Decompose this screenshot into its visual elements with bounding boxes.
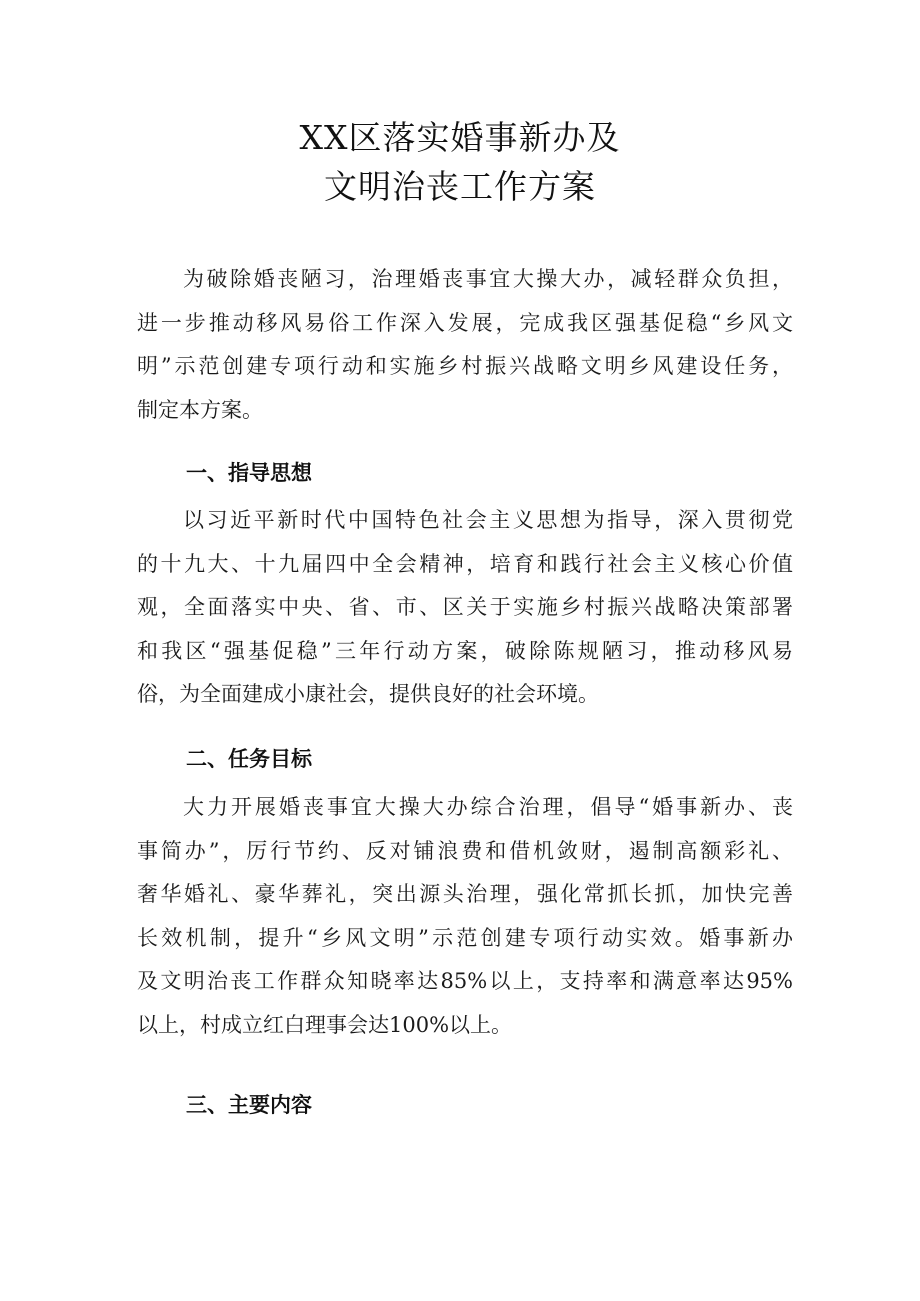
paragraph-line: 俗，为全面建成小康社会，提供良好的社会环境。 [137,682,599,706]
paragraph-line: 事简办”，厉行节约、反对铺浪费和借机敛财，遏制高额彩礼、 [137,838,793,863]
section-heading-main-content: 三、主要内容 [186,1093,312,1117]
paragraph-line: 和我区“强基促稳”三年行动方案，破除陈规陋习，推动移风易 [137,638,793,663]
section-heading-guiding-ideology: 一、指导思想 [186,461,312,485]
document-title-line2: 文明治丧工作方案 [324,167,596,206]
paragraph-line: 长效机制，提升“乡风文明”示范创建专项行动实效。婚事新办 [137,925,793,950]
paragraph-line: 观，全面落实中央、省、市、区关于实施乡村振兴战略决策部署 [137,595,793,619]
paragraph-line: 制定本方案。 [137,397,263,422]
paragraph-line: 明”示范创建专项行动和实施乡村振兴战略文明乡风建设任务， [137,354,793,378]
paragraph-line: 为破除婚丧陋习，治理婚丧事宜大操大办，减轻群众负担， [183,267,793,291]
paragraph-line: 大力开展婚丧事宜大操大办综合治理，倡导“婚事新办、丧 [183,795,793,819]
paragraph-line: 进一步推动移风易俗工作深入发展，完成我区强基促稳“乡风文 [137,310,793,335]
document-title-line1: XX区落实婚事新办及 [299,118,621,157]
paragraph-line: 以上，村成立红白理事会达100%以上。 [137,1012,513,1037]
paragraph-line: 及文明治丧工作群众知晓率达85%以上，支持率和满意率达95% [137,969,793,993]
section1-paragraph [137,499,793,717]
paragraph-line: 以习近平新时代中国特色社会主义思想为指导，深入贯彻党 [183,508,793,532]
paragraph-line: 的十九大、十九届四中全会精神，培育和践行社会主义核心价值 [137,551,793,576]
section-heading-task-goals: 二、任务目标 [186,747,312,771]
paragraph-line: 奢华婚礼、豪华葬礼，突出源头治理，强化常抓长抓，加快完善 [137,882,793,906]
intro-paragraph [137,258,793,432]
section2-paragraph [137,786,793,1047]
